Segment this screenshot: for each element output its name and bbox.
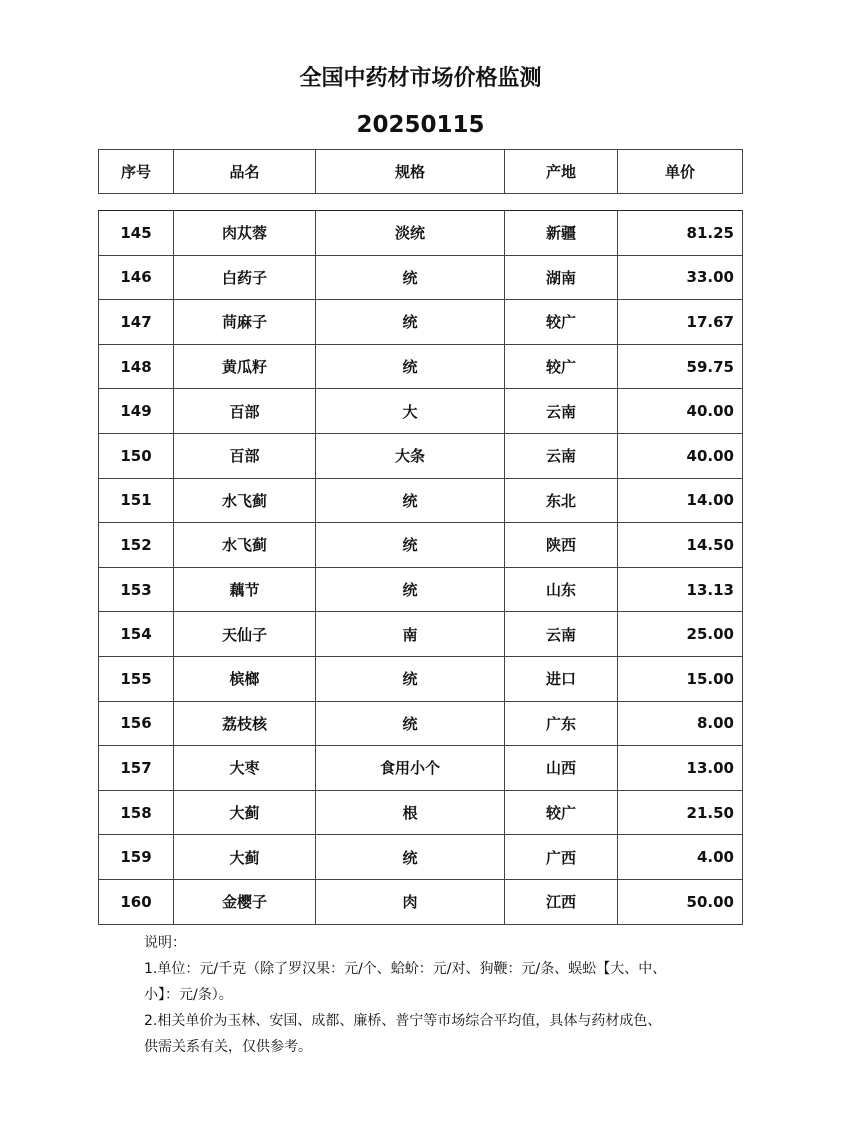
cell-price: 13.13: [618, 567, 743, 612]
cell-no: 149: [99, 389, 174, 434]
cell-price: 81.25: [618, 211, 743, 256]
table-row: [99, 656, 743, 701]
cell-no: 157: [99, 746, 174, 791]
cell-spec: 食用小个: [316, 746, 505, 791]
notes-heading: 说明：: [144, 935, 186, 951]
page-title: 全国中药材市场价格监测: [299, 66, 542, 91]
notes-line: 小】：元/条）。: [144, 987, 233, 1003]
cell-spec: 统: [316, 523, 505, 568]
notes-line: 2.相关单价为玉林、安国、成都、廉桥、普宁等市场综合平均值，具体与药材成色、: [144, 1013, 662, 1029]
cell-origin: 山东: [505, 567, 618, 612]
column-header-no: 序号: [99, 150, 174, 194]
table-row: [99, 879, 743, 924]
table-row: [99, 790, 743, 835]
cell-price: 40.00: [618, 433, 743, 478]
cell-name: 百部: [174, 433, 316, 478]
cell-origin: 江西: [505, 879, 618, 924]
table-row: [99, 478, 743, 523]
table-row: [99, 255, 743, 300]
cell-price: 21.50: [618, 790, 743, 835]
notes-line: 供需关系有关，仅供参考。: [144, 1039, 312, 1055]
cell-name: 水飞蓟: [174, 478, 316, 523]
column-header-name: 品名: [174, 150, 316, 194]
table-row: [99, 211, 743, 256]
notes: [144, 930, 704, 1060]
cell-origin: 云南: [505, 433, 618, 478]
cell-price: 4.00: [618, 835, 743, 880]
cell-origin: 山西: [505, 746, 618, 791]
cell-spec: 统: [316, 300, 505, 345]
header-row: [99, 150, 743, 194]
cell-spec: 统: [316, 255, 505, 300]
cell-origin: 新疆: [505, 211, 618, 256]
cell-no: 155: [99, 656, 174, 701]
cell-name: 荔枝核: [174, 701, 316, 746]
cell-origin: 广东: [505, 701, 618, 746]
cell-price: 8.00: [618, 701, 743, 746]
cell-no: 150: [99, 433, 174, 478]
report-date: 20250115: [356, 112, 485, 138]
cell-price: 59.75: [618, 344, 743, 389]
cell-name: 金樱子: [174, 879, 316, 924]
table-row: [99, 746, 743, 791]
cell-origin: 湖南: [505, 255, 618, 300]
cell-name: 藕节: [174, 567, 316, 612]
cell-no: 147: [99, 300, 174, 345]
cell-spec: 南: [316, 612, 505, 657]
column-header-price: 单价: [618, 150, 743, 194]
cell-price: 15.00: [618, 656, 743, 701]
cell-spec: 大: [316, 389, 505, 434]
cell-spec: 淡统: [316, 211, 505, 256]
cell-no: 151: [99, 478, 174, 523]
cell-price: 33.00: [618, 255, 743, 300]
cell-name: 白药子: [174, 255, 316, 300]
cell-no: 160: [99, 879, 174, 924]
cell-spec: 肉: [316, 879, 505, 924]
cell-origin: 云南: [505, 612, 618, 657]
cell-origin: 陕西: [505, 523, 618, 568]
cell-no: 148: [99, 344, 174, 389]
table-row: [99, 523, 743, 568]
table-row: [99, 300, 743, 345]
cell-name: 槟榔: [174, 656, 316, 701]
cell-spec: 根: [316, 790, 505, 835]
cell-name: 大蓟: [174, 835, 316, 880]
cell-price: 40.00: [618, 389, 743, 434]
cell-no: 158: [99, 790, 174, 835]
cell-price: 14.00: [618, 478, 743, 523]
cell-price: 14.50: [618, 523, 743, 568]
cell-spec: 统: [316, 701, 505, 746]
cell-origin: 云南: [505, 389, 618, 434]
cell-name: 大枣: [174, 746, 316, 791]
cell-price: 50.00: [618, 879, 743, 924]
cell-name: 百部: [174, 389, 316, 434]
cell-name: 天仙子: [174, 612, 316, 657]
cell-name: 肉苁蓉: [174, 211, 316, 256]
cell-no: 156: [99, 701, 174, 746]
cell-origin: 广西: [505, 835, 618, 880]
cell-spec: 统: [316, 656, 505, 701]
cell-name: 黄瓜籽: [174, 344, 316, 389]
cell-no: 146: [99, 255, 174, 300]
cell-no: 145: [99, 211, 174, 256]
table-row: [99, 389, 743, 434]
cell-name: 水飞蓟: [174, 523, 316, 568]
column-header-origin: 产地: [505, 150, 618, 194]
column-header-spec: 规格: [316, 150, 505, 194]
cell-no: 152: [99, 523, 174, 568]
cell-no: 159: [99, 835, 174, 880]
cell-spec: 统: [316, 567, 505, 612]
table-row: [99, 701, 743, 746]
cell-origin: 进口: [505, 656, 618, 701]
cell-origin: 较广: [505, 344, 618, 389]
cell-origin: 东北: [505, 478, 618, 523]
cell-price: 25.00: [618, 612, 743, 657]
notes-line: 1.单位：元/千克（除了罗汉果：元/个、蛤蚧：元/对、狗鞭：元/条、蜈蚣【大、中、: [144, 961, 667, 977]
table-row: [99, 567, 743, 612]
cell-no: 153: [99, 567, 174, 612]
table-header: [98, 149, 743, 194]
cell-name: 大蓟: [174, 790, 316, 835]
cell-no: 154: [99, 612, 174, 657]
cell-spec: 统: [316, 344, 505, 389]
cell-origin: 较广: [505, 300, 618, 345]
cell-spec: 大条: [316, 433, 505, 478]
cell-price: 17.67: [618, 300, 743, 345]
table-row: [99, 433, 743, 478]
table-row: [99, 612, 743, 657]
table-row: [99, 344, 743, 389]
price-table: [98, 210, 743, 925]
cell-spec: 统: [316, 478, 505, 523]
cell-price: 13.00: [618, 746, 743, 791]
cell-spec: 统: [316, 835, 505, 880]
cell-name: 苘麻子: [174, 300, 316, 345]
cell-origin: 较广: [505, 790, 618, 835]
table-row: [99, 835, 743, 880]
